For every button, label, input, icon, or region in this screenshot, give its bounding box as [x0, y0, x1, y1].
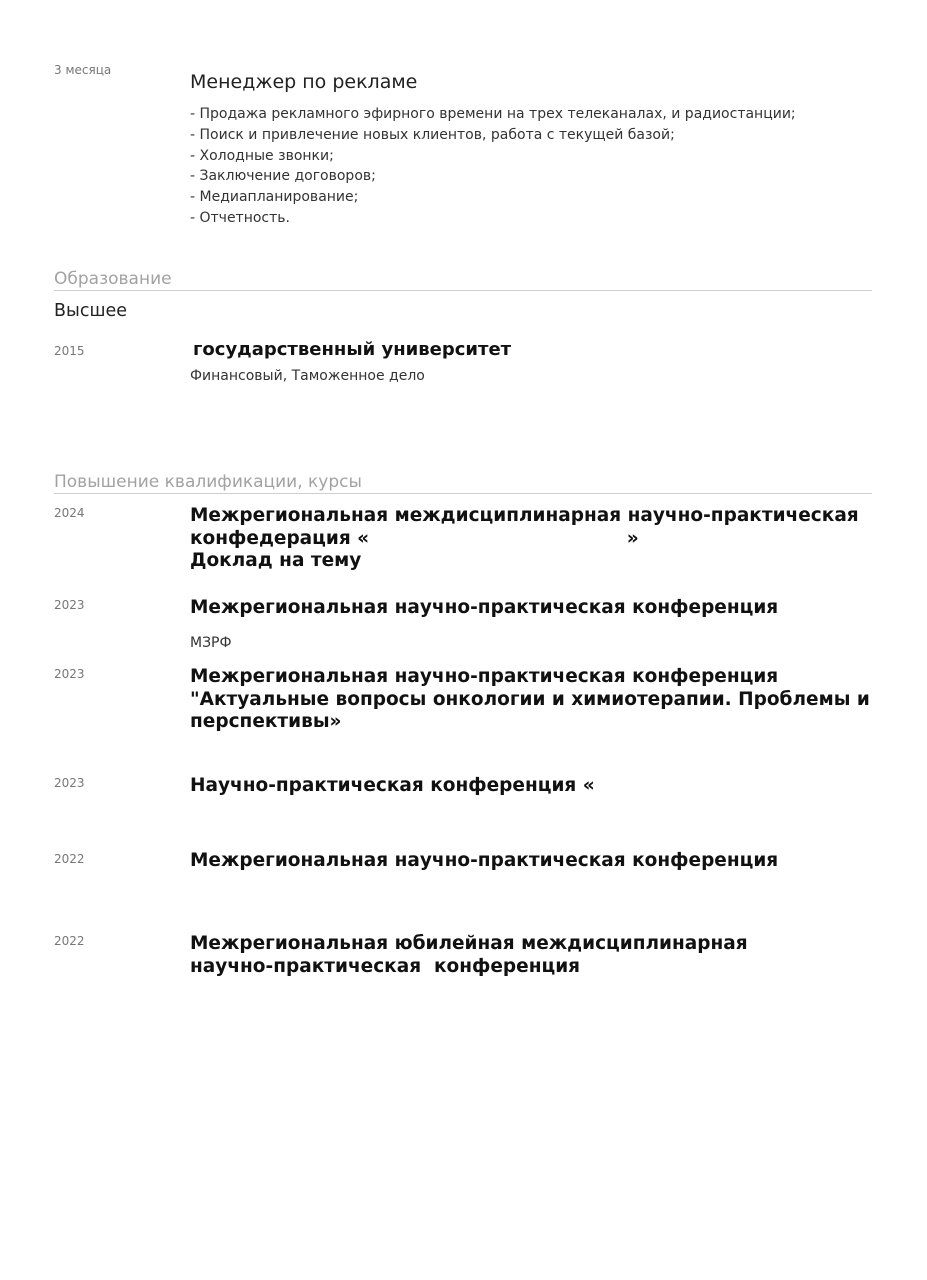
course-year: 2023 — [54, 776, 85, 790]
education-heading: Образование — [54, 269, 872, 291]
page-cutoff — [0, 983, 927, 1280]
course-title — [190, 775, 870, 798]
course-title-line: Доклад на тему — [190, 550, 362, 571]
course-year: 2023 — [54, 598, 85, 612]
course-year: 2022 — [54, 934, 85, 948]
course-title-line: перспективы» — [190, 711, 342, 732]
course-title-line: научно-практическая конференция — [190, 955, 581, 977]
course-organizer: МЗРФ — [190, 635, 232, 651]
course-title-line: Межрегиональная научно-практическая конференция — [190, 850, 779, 871]
education-level: Высшее — [54, 301, 127, 321]
course-title-line: Научно-практическая конференция « — [190, 775, 595, 796]
courses-heading: Повышение квалификации, курсы — [54, 472, 872, 494]
course-title-line: Межрегиональная научно-практическая конференция — [190, 666, 779, 687]
experience-position: Менеджер по рекламе — [190, 71, 418, 93]
duty-item: - Отчетность. — [190, 209, 290, 226]
duty-item: - Поиск и привлечение новых клиентов, работа с текущей базой; — [190, 126, 675, 143]
duty-item: - Заключение договоров; — [190, 168, 376, 185]
education-year: 2015 — [54, 344, 85, 358]
duty-item: - Продажа рекламного эфирного времени на трех телеканалах, и радиостанции; — [190, 106, 796, 122]
course-title — [190, 850, 870, 873]
course-title-line: Межрегиональная междисциплинарная научно-практическая — [190, 505, 859, 526]
course-title-line: Межрегиональная юбилейная междисциплинарная — [190, 933, 748, 954]
education-org: государственный университет — [193, 339, 512, 360]
course-title — [190, 933, 870, 978]
experience-duration: 3 месяца — [54, 63, 112, 77]
course-title-line: "Актуальные вопросы онкологии и химиотерапии. Проблемы и — [190, 688, 870, 710]
duty-item: - Медиапланирование; — [190, 189, 359, 206]
course-title — [190, 597, 870, 620]
experience-duties-list — [190, 104, 796, 229]
course-title — [190, 666, 870, 734]
course-year: 2022 — [54, 852, 85, 866]
education-specialty: Финансовый, Таможенное дело — [190, 368, 425, 384]
duty-item: - Холодные звонки; — [190, 147, 334, 164]
course-title-line: Межрегиональная научно-практическая конференция — [190, 597, 779, 618]
course-year: 2024 — [54, 506, 85, 520]
course-title — [190, 505, 870, 573]
course-title-line: конфедерация « » — [190, 527, 639, 549]
course-year: 2023 — [54, 667, 85, 681]
